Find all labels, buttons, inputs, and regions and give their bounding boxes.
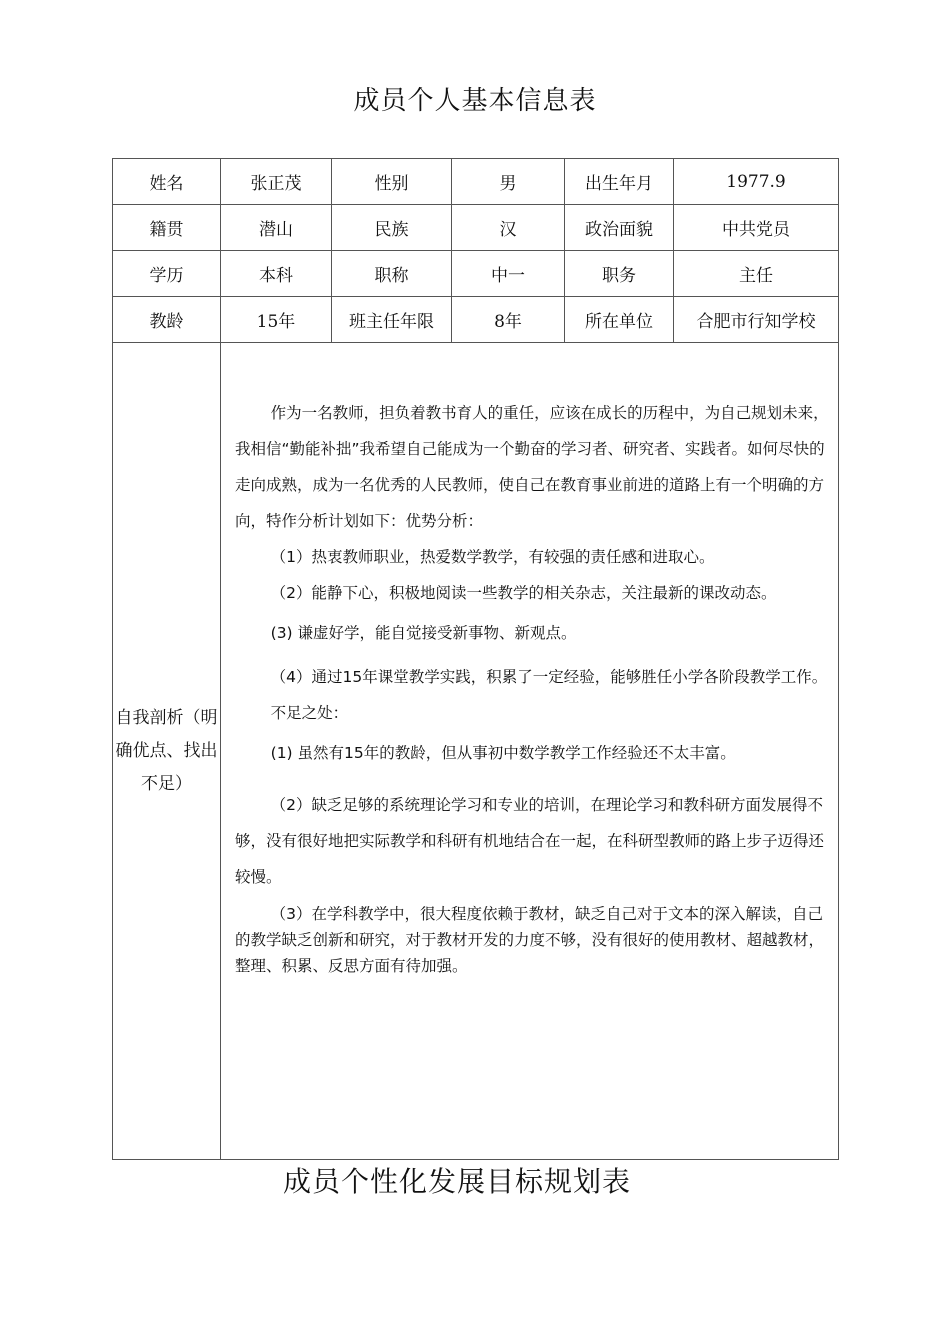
label-gender: 性别 [332,159,452,205]
value-title: 中一 [452,251,565,297]
strength-item: （1）热衷教师职业，热爱数学教学，有较强的责任感和进取心。 [270,548,715,566]
self-analysis-label: 自我剖析（明确优点、找出不足） [113,343,221,1160]
value-birth: 1977.9 [674,159,839,205]
analysis-intro: 作为一名教师，担负着教书育人的重任，应该在成长的历程中，为自己规划未来，我相信“勤能补拙”我希望自己能成为一个勤奋的学习者、研究者、实践者。如何尽快的走向成熟，成为一名优秀的人民教师，使自己在教育事业前进的道路上有一个明确的方向，特作分析计划如下：优势分析： [235,404,829,530]
label-name: 姓名 [113,159,221,205]
value-headteacher-years: 8年 [452,297,565,343]
label-teaching-years: 教龄 [113,297,221,343]
strength-item: （2）能静下心，积极地阅读一些教学的相关杂志，关注最新的课改动态。 [270,584,777,602]
self-analysis-content [221,343,839,1160]
value-hometown: 潜山 [221,205,332,251]
value-gender: 男 [452,159,565,205]
weakness-item: （3）在学科教学中，很大程度依赖于教材，缺乏自己对于文本的深入解读，自己的教学缺乏创新和研究，对于教材开发的力度不够，没有很好的使用教材、超越教材，整理、积累、反思方面有待加强。 [235,905,825,975]
table-row [113,343,839,1160]
value-education: 本科 [221,251,332,297]
table-row [113,159,839,205]
value-workplace: 合肥市行知学校 [674,297,839,343]
label-hometown: 籍贯 [113,205,221,251]
label-political: 政治面貌 [565,205,674,251]
value-position: 主任 [674,251,839,297]
label-title: 职称 [332,251,452,297]
value-ethnicity: 汉 [452,205,565,251]
label-headteacher-years: 班主任年限 [332,297,452,343]
label-ethnicity: 民族 [332,205,452,251]
info-table [112,158,839,1160]
label-workplace: 所在单位 [565,297,674,343]
section-title: 成员个性化发展目标规划表 [282,1165,631,1198]
weakness-item: (1) 虽然有15年的教龄，但从事初中数学教学工作经验还不太丰富。 [270,744,736,762]
strength-item: (3) 谦虚好学，能自觉接受新事物、新观点。 [270,624,577,642]
label-birth: 出生年月 [565,159,674,205]
strength-item: （4）通过15年课堂教学实践，积累了一定经验，能够胜任小学各阶段教学工作。 [270,668,828,686]
weakness-heading: 不足之处： [270,704,349,722]
weakness-item: （2）缺乏足够的系统理论学习和专业的培训，在理论学习和教科研方面发展得不够，没有很好地把实际教学和科研有机地结合在一起，在科研型教师的路上步子迈得还较慢。 [235,796,825,886]
table-row [113,297,839,343]
table-row [113,251,839,297]
value-teaching-years: 15年 [221,297,332,343]
page-title: 成员个人基本信息表 [353,86,597,116]
label-position: 职务 [565,251,674,297]
table-row [113,205,839,251]
label-education: 学历 [113,251,221,297]
value-political: 中共党员 [674,205,839,251]
value-name: 张正茂 [221,159,332,205]
